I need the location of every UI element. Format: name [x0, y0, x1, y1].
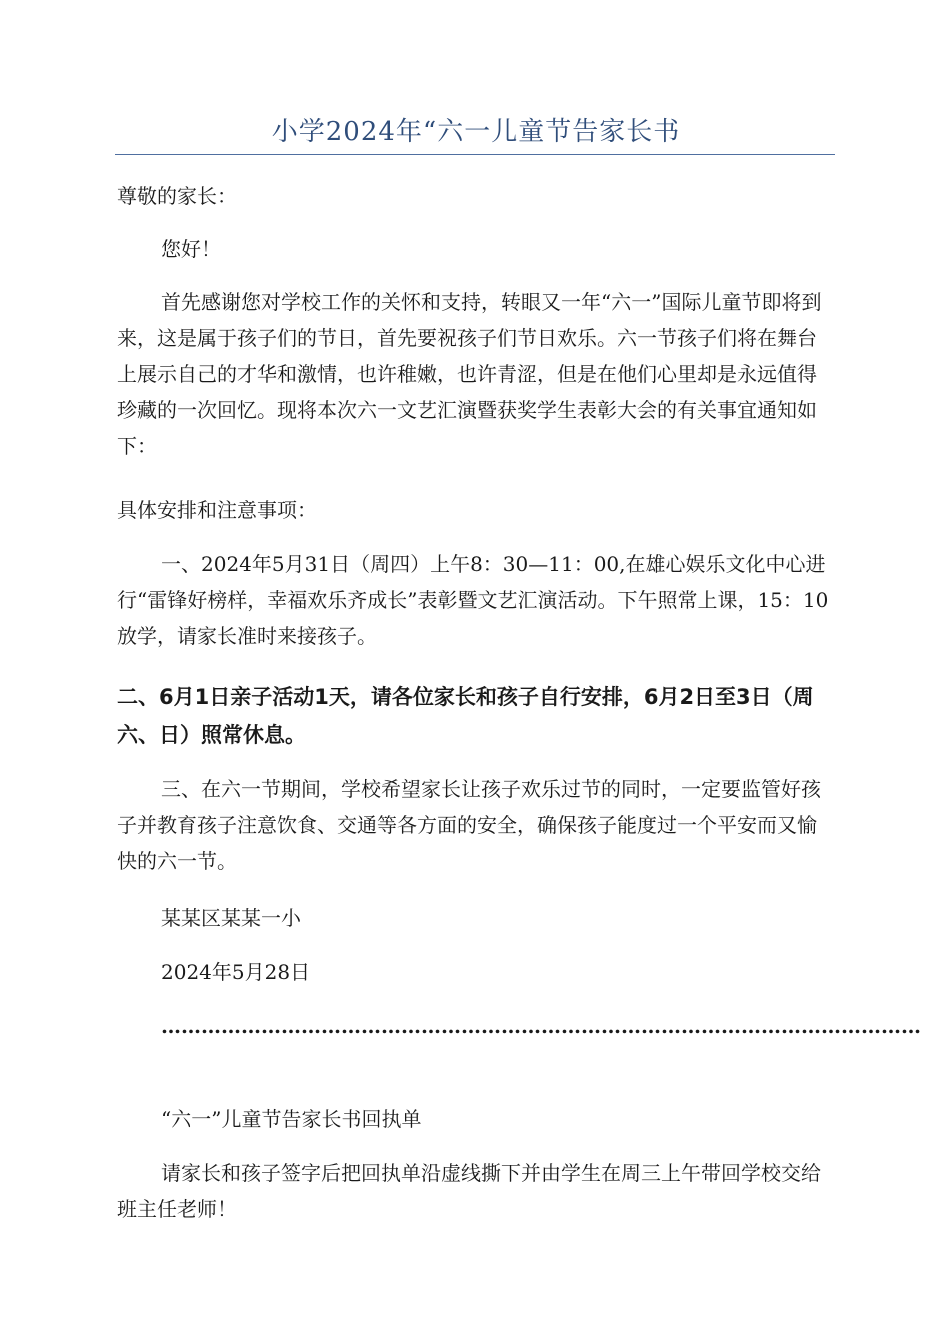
item-2-paragraph: 二、6月1日亲子活动1天，请各位家长和孩子自行安排，6月2日至3日（周六、日）照常休息。: [117, 685, 814, 747]
document-title: 小学2024年“六一儿童节告家长书: [271, 117, 681, 147]
item-3-paragraph: 三、在六一节期间，学校希望家长让孩子欢乐过节的同时，一定要监管好孩子并教育孩子注意饮食、交通等各方面的安全，确保孩子能度过一个平安而又愉快的六一节。: [117, 777, 821, 873]
salutation: 尊敬的家长：: [117, 184, 237, 208]
arrangements-heading: 具体安排和注意事项：: [117, 498, 317, 522]
receipt-instruction: 请家长和孩子签字后把回执单沿虚线撕下并由学生在周三上午带回学校交给班主任老师！: [117, 1161, 821, 1221]
item-1-paragraph: 一、2024年5月31日（周四）上午8：30—11：00,在雄心娱乐文化中心进行“雷锋好榜样，幸福欢乐齐成长”表彰暨文艺汇演活动。下午照常上课，15：10放学，请家长准时来接孩子。: [117, 552, 829, 648]
signature: 某某区某某一小: [161, 906, 301, 930]
intro-paragraph: 首先感谢您对学校工作的关怀和支持，转眼又一年“六一”国际儿童节即将到来，这是属于孩子们的节日，首先要祝孩子们节日欢乐。六一节孩子们将在舞台上展示自己的才华和激情，也许稚嫩，也许青涩，但是在他们心里却是永远值得珍藏的一次回忆。现将本次六一文艺汇演暨获奖学生表彰大会的有关事宜通知如下：: [117, 290, 822, 458]
cut-line: ……………………………………………………………………………………………………: [161, 1014, 921, 1038]
title-underline: [115, 154, 835, 155]
receipt-title: “六一”儿童节告家长书回执单: [161, 1107, 422, 1131]
date: 2024年5月28日: [161, 960, 311, 984]
greeting: 您好！: [161, 237, 221, 261]
